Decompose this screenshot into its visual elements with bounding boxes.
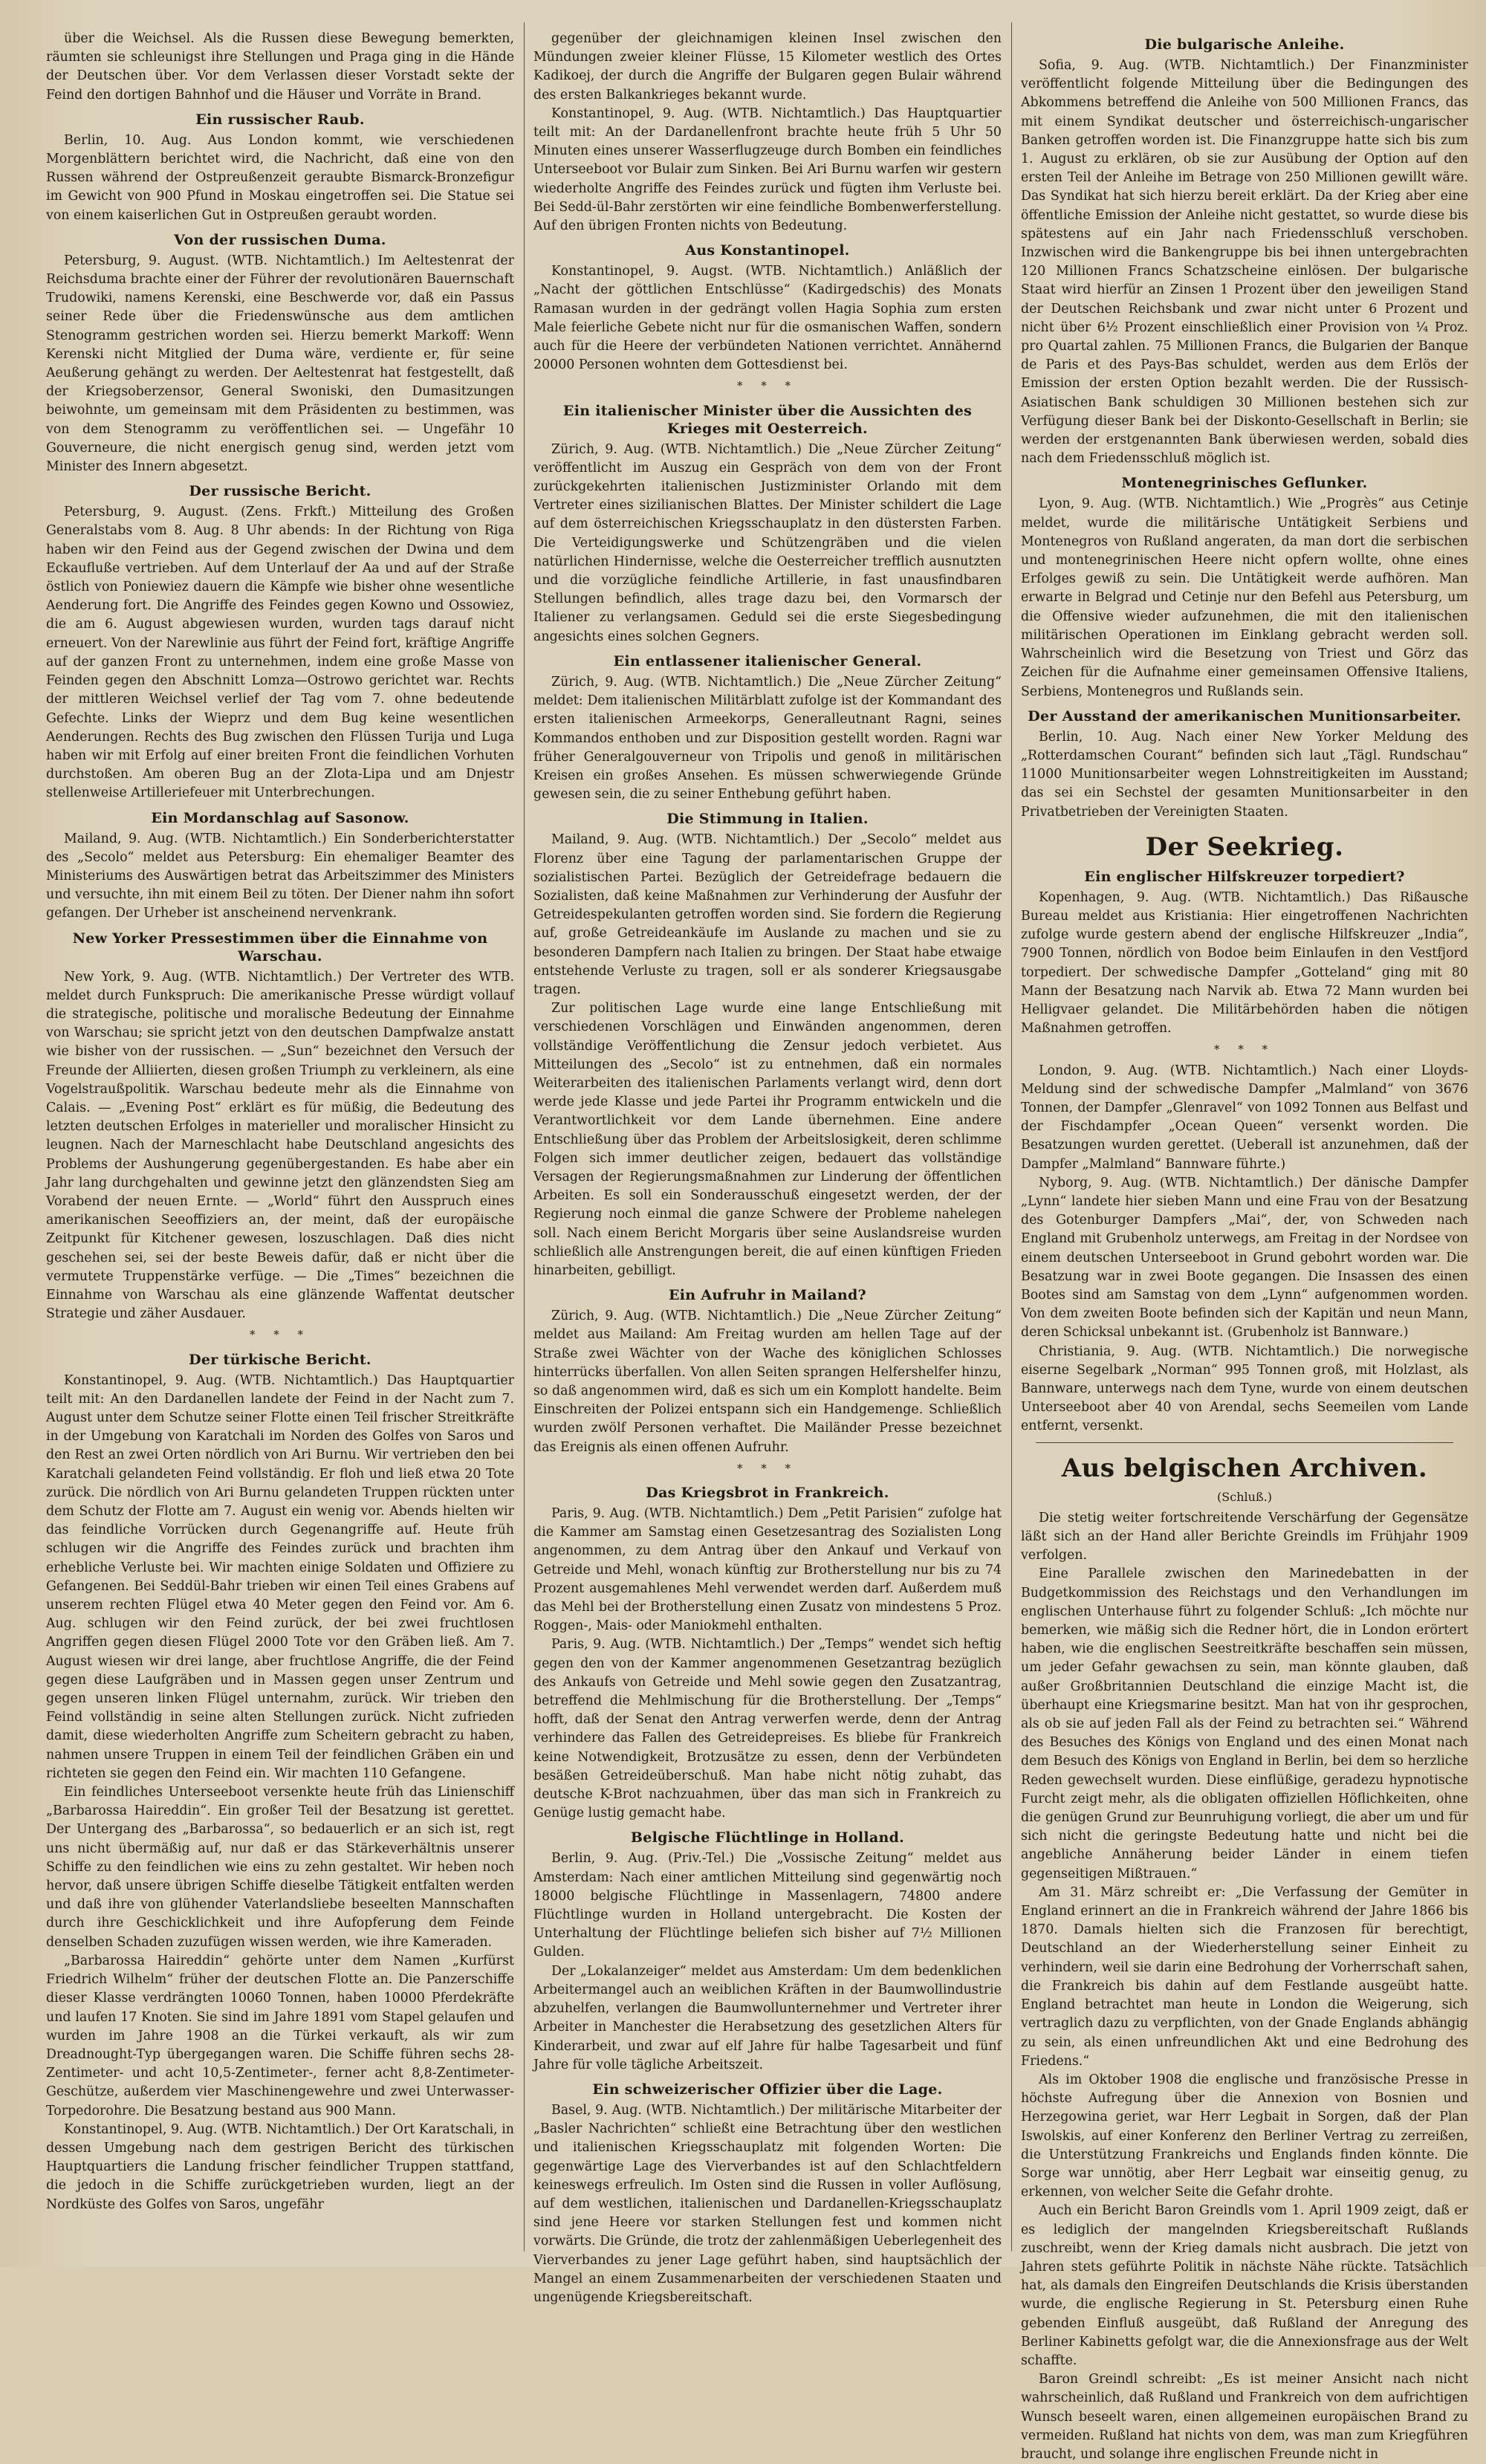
article-paragraph: Berlin, 9. Aug. (Priv.-Tel.) Die „Vossische Zeitung“ meldet aus Amsterdam: Nach einer amtlichen Mitteilung sind gegenwärtig noch 18000 belgische Flüchtlinge in Massenlagern, 74800 andere Flüchtlinge wurden in Holland untergebracht. Die Kosten der Unterhaltung der Flüchtlinge beliefen sich bisher auf 7½ Millionen Gulden. [533, 1851, 1002, 1960]
article-paragraph: Basel, 9. Aug. (WTB. Nichtamtlich.) Der militärische Mitarbeiter der „Basler Nachrichten“ schließt eine Betrachtung über den westlichen und italienischen Kriegsschauplatz mit folgenden Worten: Die gegenwärtige Lage des Vierverbandes ist auf den Schlachtfeldern keineswegs erfreulich. Im Osten sind die Russen in voller Auflösung, auf dem westlichen, italienischen und Dardanellen-Kriegsschauplatz sind jene Heere vor starken Stellungen fest und kommen nicht vorwärts. Die Gründe, die trotz der zahlenmäßigen Ueberlegenheit des Vierverbandes zu jener Lage geführt haben, sind hauptsächlich der Mangel an einem Zusammenarbeiten der verschiedenen Staaten und ungenügende Kriegsbereitschaft. [533, 2102, 1002, 2305]
section-divider [1036, 1442, 1453, 1443]
article-paragraph: Petersburg, 9. August. (WTB. Nichtamtlich.) Im Aeltestenrat der Reichsduma brachte einer der Führer der revolutionären Bauernschaft Trudowiki, namens Kerenski, eine Beschwerde vor, daß ein Passus seiner Rede über die Friedenswünsche aus dem amtlichen Stenogramm gestrichen worden sei. Hierzu bemerkt Markoff: Wenn Kerenski nicht Mitglied der Duma wäre, verdiente er, für seine Aeußerung gehängt zu werden. Der Aeltestenrat hat festgestellt, daß der Kriegsoberzensor, General Swoniski, den Dumasitzungen beiwohnte, um gemeinsam mit dem Präsidenten zu bestimmen, was von dem Stenogramm zu veröffentlichen sei. — Ungefähr 10 Gouverneure, die nicht energisch genug sind, werden jetzt vom Minister des Innern abgesetzt. [46, 253, 514, 475]
headline: Ein italienischer Minister über die Aussichten des Krieges mit Oesterreich. [562, 402, 973, 437]
article-paragraph: Zürich, 9. Aug. (WTB. Nichtamtlich.) Die „Neue Zürcher Zeitung“ meldet: Dem italienischen Militärblatt zufolge ist der Kommandant des ersten italienischen Armeekorps, Generalleutnant Ragni, seines Kommandos enthoben und zur Disposition gestellt worden. Ragni war früher Generalgouverneur von Tripolis und genoß in militärischen Kreisen ein großes Ansehen. Es müssen schwerwiegende Gründe gewesen sein, die zu seiner Enthebung geführt haben. [533, 674, 1002, 803]
headline: Belgische Flüchtlinge in Holland. [630, 1829, 905, 1847]
article-paragraph: Mailand, 9. Aug. (WTB. Nichtamtlich.) Der „Secolo“ meldet aus Florenz über eine Tagung der parlamentarischen Gruppe der sozialistischen Partei. Bezüglich der Getreidefrage bedauern die Sozialisten, daß keine Maßnahmen zur Verhinderung der Ausfuhr der Getreidespekulanten getroffen worden sind. Sie fordern die Regierung auf, große Getreideankäufe im Auslande zu machen und sie zu besonderen Dampfern nach Italien zu bringen. Der Staat habe etwaige entstehende Verluste zu tragen, soll er als sonderer Kriegsausgabe tragen. [533, 832, 1002, 997]
separator-stars: * * * [736, 379, 799, 393]
headline: Der russische Bericht. [189, 483, 372, 500]
headline: Ein englischer Hilfskreuzer torpediert? [1084, 868, 1405, 885]
article-paragraph: Die stetig weiter fortschreitende Verschärfung der Gegensätze läßt sich an der Hand aller Berichte Greindls im Frühjahr 1909 verfolgen. [1021, 1510, 1468, 1563]
column-rule-1 [524, 22, 525, 2251]
article-paragraph: Nyborg, 9. Aug. (WTB. Nichtamtlich.) Der dänische Dampfer „Lynn“ landete hier sieben Mann und eine Frau von der Besatzung des Gotenburger Dampfers „Mai“, der, von Schweden nach England mit Grubenholz unterwegs, am Freitag in der Nordsee von einem deutschen Unterseeboot in Grund gebohrt worden war. Die Besatzung war in zwei Boote gegangen. Die Insassen des einen Bootes sind am Samstag von dem „Lynn“ aufgenommen worden. Von dem zweiten Boote befinden sich der Kapitän und neun Mann, deren Schicksal unbekannt ist. (Grubenholz ist Bannware.) [1021, 1175, 1468, 1340]
headline: Ein russischer Raub. [195, 111, 365, 128]
headline: Von der russischen Duma. [174, 231, 386, 248]
article-paragraph: Eine Parallele zwischen den Marinedebatten in der Budgetkommission des Reichstags und den Verhandlungen im englischen Unterhause führt zu folgender Schluß: „Ich möchte nur bemerken, wie mäßig sich die Redner hört, die in London erörtert haben, wie die englischen Seestreitkräfte beschaffen sein müssen, um jeder Gefahr gewachsen zu sein, man könnte glauben, daß außer Großbritannien Deutschland die einzige Macht ist, die überhaupt eine Kriegsmarine besitzt. Man hat von ihr gesprochen, als ob sie auf jeden Fall als der Feind zu betrachten sei.“ Während des Besuches des Königs von England und des einen Monat nach dem Besuch des Königs von England in Berlin, bei dem so herzliche Reden gewechselt wurden. Diese einflüßige, geradezu hypnotische Furcht zeigt mehr, als die obligaten offiziellen Höflichkeiten, ohne die genügen Grund zur Beunruhigung vorliegt, die aber um und für sich nicht die geringste Bedeutung hatte und nicht bei die angebliche Annäherung beider Länder in einem tiefen gegenseitigen Mißtrauen.“ [1021, 1566, 1468, 1881]
headline: Montenegrinisches Geflunker. [1121, 475, 1368, 492]
subtitle: (Schluß.) [1217, 1489, 1272, 1504]
article-paragraph: Zürich, 9. Aug. (WTB. Nichtamtlich.) Die „Neue Zürcher Zeitung“ meldet aus Mailand: Am Freitag wurden am hellen Tage auf der Straße zwei Wächter von der Wache des königlichen Schlosses hinterrücks überfallen. Von allen Seiten sprangen Helfershelfer hinzu, so daß angenommen wird, daß es sich um ein Komplott handelte. Beim Einschreiten der Polizei entspann sich ein Handgemenge. Schließlich wurden zwölf Personen verhaftet. Die Mailänder Presse bezeichnet das Ereignis als einen offenen Aufruhr. [533, 1309, 1002, 1455]
article-paragraph: „Barbarossa Haireddin“ gehörte unter dem Namen „Kurfürst Friedrich Wilhelm“ früher der deutschen Flotte an. Die Panzerschiffe dieser Klasse verdrängten 10060 Tonnen, haben 10000 Pferdekräfte und laufen 17 Knoten. Sie sind im Jahre 1891 vom Stapel gelaufen und wurden im Jahre 1908 an die Türkei verkauft, als wir zum Dreadnought-Typ übergegangen waren. Die Schiffe führen sechs 28-Zentimeter- und acht 10,5-Zentimeter-, ferner acht 8,8-Zentimeter-Geschütze, außerdem vier Maschinengewehre und zwei Unterwasser-Torpedorohre. Die Besatzung bestand aus 900 Mann. [46, 1953, 514, 2118]
section-title: Aus belgischen Archiven. [1061, 1453, 1428, 1483]
article-paragraph: Paris, 9. Aug. (WTB. Nichtamtlich.) Der „Temps“ wendet sich heftig gegen den von der Kammer angenommenen Gesetzantrag bezüglich des Ankaufs von Getreide und Mehl sowie gegen den Zusatzantrag, betreffend die Mehlmischung für die Brotherstellung. Der „Temps“ hofft, daß der Senat den Antrag verwerfen werde, denn der Antrag verhindere das Fallen des Getreidepreises. Es bliebe für Frankreich keine Notwendigkeit, Brotzusätze zu essen, denn der Verbündeten besäßen Getreideüberschuß. Man habe nicht nötig zuhabt, das deutsche K-Brot nachzuahmen, über das man sich in Frankreich zu Genüge lustig gemacht habe. [533, 1637, 1002, 1821]
article-paragraph: Konstantinopel, 9. Aug. (WTB. Nichtamtlich.) Der Ort Karatschali, in dessen Umgebung nach dem gestrigen Bericht des türkischen Hauptquartiers die Landung frischer feindlicher Truppen stattfand, die jedoch in die Schiffe zurückgetrieben wurden, liegt an der Nordküste des Golfes von Saros, ungefähr [46, 2121, 514, 2212]
article-paragraph: Baron Greindl schreibt: „Es ist meiner Ansicht nach nicht wahrscheinlich, daß Rußland und Frankreich von dem aufrichtigen Wunsch beseelt waren, einen allgemeinen europäischen Brand zu vermeiden. Rußland hat nichts von dem, was man zum Kriegführen braucht, und solange ihre englischen Freunde nicht in [1021, 2372, 1468, 2462]
article-paragraph: Zürich, 9. Aug. (WTB. Nichtamtlich.) Die „Neue Zürcher Zeitung“ veröffentlicht im Auszug ein Gespräch von dem von der Front zurückgekehrten italienischen Justizminister Orlando mit dem Vertreter eines sizilianischen Blattes. Der Minister schildert die Lage auf dem österreichischen Kriegsschauplatz in den düstersten Farben. Die Verteidigungswerke und Schützengräben und die vielen natürlichen Hindernisse, welche die Oesterreicher trefflich ausnutzten und die vorzügliche feindliche Artillerie, in fast unausfindbaren Stellungen befindlich, alles trage dazu bei, den Vormarsch der Italiener zu verlangsamen. Geduld sei die erste Siegesbedingung angesichts eines solchen Gegners. [533, 441, 1002, 644]
article-paragraph: Konstantinopel, 9. Augst. (WTB. Nichtamtlich.) Anläßlich der „Nacht der göttlichen Entschlüsse“ (Kadirgedschis) des Monats Ramasan wurden in der gedrängt vollen Hagia Sophia zum ersten Male feierliche Gebete nicht nur für die osmanischen Waffen, sondern auch für die Heere der verbündeten Nationen verrichtet. Annähernd 20000 Personen wohnten dem Gottesdienst bei. [533, 264, 1002, 373]
article-paragraph: Als im Oktober 1908 die englische und französische Presse in höchste Aufregung über die Annexion von Bosnien und Herzegowina geriet, war Herr Legbait in Sorgen, daß der Plan Iswolskis, auf einer Konferenz den Berliner Vertrag zu zerreißen, die Unterstützung Frankreichs und Englands finden könnte. Die Sorge war unnötig, aber Herr Legbait war einseitig genug, zu erkennen, von welcher Seite die Gefahr drohte. [1021, 2072, 1468, 2200]
headline: Ein schweizerischer Offizier über die Lage. [592, 2081, 943, 2098]
article-paragraph: London, 9. Aug. (WTB. Nichtamtlich.) Nach einer Lloyds-Meldung sind der schwedische Dampfer „Malmland“ von 3676 Tonnen, der Dampfer „Glenravel“ von 1092 Tonnen aus Belfast und der Fischdampfer „Ocean Queen“ versenkt worden. Die Besatzungen wurden gerettet. (Ueberall ist anzunehmen, daß der Dampfer „Malmland“ Bannware führte.) [1021, 1063, 1468, 1172]
column-1 [46, 30, 514, 2251]
article-paragraph: Auch ein Bericht Baron Greindls vom 1. April 1909 zeigt, daß er es lediglich der mangelnden Kriegsbereitschaft Rußlands zuschreibt, wenn der Krieg damals nicht ausbrach. Die jetzt von Jahren stets geführte Politik in nächste Nähe rückte. Tatsächlich hat, als damals den Eingreifen Deutschlands die Krisis überstanden wurde, die englische Regierung in St. Petersburg einen Ruhe gebenden Einfluß ausgeübt, daß Rußland der Anregung des Berliner Kabinetts gefolgt war, die die Annexionsfrage aus der Welt schaffte. [1021, 2203, 1468, 2368]
headline: Das Kriegsbrot in Frankreich. [646, 1485, 889, 1502]
article-paragraph: Zur politischen Lage wurde eine lange Entschließung mit verschiedenen Vorschlägen und Einwänden angenommen, deren vollständige Veröffentlichung die Zensur jedoch verbietet. Aus Mitteilungen des „Secolo“ ist zu entnehmen, daß ein normales Weiterarbeiten des italienischen Parlaments verlangt wird, denn dort werde jede Klasse und jede Partei ihr Programm entwickeln und die Verantwortlichkeit vor dem Lande übernehmen. Eine andere Entschließung über das Problem der Arbeitslosigkeit, deren schlimme Folgen sich immer deutlicher zeigen, bedauert das vollständige Versagen der Regierungsmaßnahmen zur Linderung der öffentlichen Arbeiten. Es soll ein Sonderausschuß eingesetzt werden, der der Regierung noch einmal die ganze Schwere der Probleme nahelegen soll. Nach einem Bericht Morgaris über seine Auslandsreise wurden schließlich alle Anstrengungen bereit, die auf einen künftigen Frieden hinarbeiten, gebilligt. [533, 1001, 1002, 1278]
headline: Die bulgarische Anleihe. [1144, 36, 1345, 53]
article-paragraph: Berlin, 10. Aug. Nach einer New Yorker Meldung des „Rotterdamschen Courant“ befinden sich laut „Tägl. Rundschau“ 11000 Munitionsarbeiter wegen Lohnstreitigkeiten im Ausstand; das sei ein Sechstel der gesamten Munitionsarbeiter in den Privatbetrieben der Vereinigten Staaten. [1021, 729, 1468, 820]
article-paragraph: Mailand, 9. Aug. (WTB. Nichtamtlich.) Ein Sonderberichterstatter des „Secolo“ meldet aus Petersburg: Ein ehemaliger Beamter des Ministeriums des Auswärtigen betrat das Arbeitszimmer des Ministers und versuchte, ihn mit einem Beil zu töten. Der Diener nahm ihn sofort gefangen. Der Urheber ist anscheinend nervenkrank. [46, 831, 515, 921]
article-paragraph: über die Weichsel. Als die Russen diese Bewegung bemerkten, räumten sie schleunigst ihre Stellungen und Praga ging in die Hände der Deutschen über. Vor dem Verlassen dieser Vorstadt sekte der Feind den dortigen Bahnhof und die Häuser und Vorräte in Brand. [46, 31, 514, 103]
article-paragraph: Paris, 9. Aug. (WTB. Nichtamtlich.) Dem „Petit Parisien“ zufolge hat die Kammer am Samstag einen Gesetzesantrag des Sozialisten Long angenommen, zu dem Antrag über den Ankauf und Verkauf von Getreide und Mehl, wonach künftig zur Brotherstellung nur bis zu 74 Prozent ausgemahlenes Mehl verwendet werden darf. Außerdem muß das Mehl bei der Brotherstellung einen Zusatz von mindestens 5 Proz. Roggen-, Mais- oder Maniokmehl enthalten. [533, 1506, 1002, 1634]
section-title: Der Seekrieg. [1145, 831, 1344, 862]
article-paragraph: Kopenhagen, 9. Aug. (WTB. Nichtamtlich.) Das Rißausche Bureau meldet aus Kristiania: Hier eingetroffenen Nachrichten zufolge wurde gestern abend der englische Hilfskreuzer „India“, 7900 Tonnen, nördlich von Bodoe beim Einlaufen in den Vestfjord torpediert. Der schwedische Dampfer „Gotteland“ ging mit 80 Mann der Besatzung nach Narvik ab. Etwa 72 Mann wurden bei Helligvaer gelandet. Die Militärbehörden haben die nötigen Maßnahmen getroffen. [1021, 889, 1468, 1037]
article-paragraph: gegenüber der gleichnamigen kleinen Insel zwischen den Mündungen zweier kleiner Flüsse, 15 Kilometer westlich des Ortes Kadikoej, der durch die Angriffe der Bulgaren gegen Bulair während des ersten Balkankrieges bekannt wurde. [533, 31, 1002, 103]
headline: Ein entlassener italienischer General. [613, 652, 922, 670]
headline: Der türkische Bericht. [189, 1351, 372, 1368]
headline: Ein Aufruhr in Mailand? [669, 1287, 866, 1304]
separator-stars: * * * [736, 1461, 799, 1475]
article-paragraph: New York, 9. Aug. (WTB. Nichtamtlich.) Der Vertreter des WTB. meldet durch Funkspruch: Die amerikanische Presse würdigt vollauf die strategische, politische und moralische Bedeutung der Einnahme von Warschau; sie spricht jetzt von den deutschen Dampfwalze anstatt wie bisher von der russischen. — „Sun“ bezeichnet den Versuch der Freunde der Alliierten, diesen großen Triumph zu verkleinern, als eine Vogelstraußpolitik. Warschau bedeute mehr als die Einnahme von Calais. — „Evening Post“ erklärt es für müßig, die Bedeutung des letzten deutschen Erfolges in materieller und moralischer Hinsicht zu leugnen. Nach der Marneschlacht habe Deutschland angesichts des Problems der Aushungerung gegenübergestanden. Es habe aber ein Jahr lang durchgehalten und gewinne jetzt den glänzendsten Sieg am Vorabend der neuen Ernte. — „World“ führt den Ausspruch eines amerikanischen Seeoffiziers an, der meint, daß der europäische Zeitpunkt für Kitchener gewesen, loszuschlagen. Daß dies nicht geschehen sei, sei der beste Beweis dafür, daß er nicht über die vermutete Truppenstärke verfüge. — Die „Times“ bezeichnen die Einnahme von Warschau als eine glänzende Waffentat deutscher Strategie und zäher Ausdauer. [46, 969, 514, 1322]
headline: Aus Konstantinopel. [685, 242, 850, 259]
headline: Ein Mordanschlag auf Sasonow. [151, 809, 409, 826]
headline: New Yorker Pressestimmen über die Einnahme von Warschau. [72, 930, 488, 964]
article-paragraph: Sofia, 9. Aug. (WTB. Nichtamtlich.) Der Finanzminister veröffentlicht folgende Mitteilung über die Bedingungen des Abkommens betreffend die Anleihe von 500 Millionen Francs, das mit einem Syndikat deutscher und österreichisch-ungarischer Banken getroffen worden ist. Die Finanzgruppe hatte sich bis zum 1. August zu erklären, ob sie zur Ausübung der Option auf den ersten Teil der Anleihe im Betrage von 250 Millionen gewillt wäre. Das Syndikat hat sich hierzu bereit erklärt. Da der Krieg aber eine öffentliche Emission der Anleihe nicht gestattet, so wurde diese bis spätestens auf ein Jahr nach Friedensschluß verschoben. Inzwischen wird die Bankengruppe bis bei ihnen untergebrachten 120 Millionen Francs Schatzscheine einlösen. Der bulgarische Staat wird hierfür an Zinsen 1 Prozent über den jeweiligen Stand der Deutschen Reichsbank und zwar nicht unter 6 Prozent und nicht über 6½ Prozent einschließlich einer Provision von ¼ Proz. pro Quartal zahlen. 75 Millionen Francs, die Bulgarien der Banque de Paris et des Pays-Bas schuldet, werden aus dem Erlös der Emission der ersten Option bezahlt werden. Die der Russisch-Asiatischen Bank schuldigen 30 Millionen bestehen sich zur Verfügung dieser Bank bei der Diskonto-Gesellschaft in Berlin; sie werden der erstgenannten Bank überwiesen werden, sobald dies nach dem Friedensschluß möglich ist. [1021, 58, 1468, 467]
column-3 [1021, 30, 1468, 2462]
article-paragraph: Konstantinopel, 9. Aug. (WTB. Nichtamtlich.) Das Hauptquartier teilt mit: An den Dardanellen landete der Feind in der Nacht zum 7. August unter dem Schutze seiner Flotte einen Teil frischer Streitkräfte in der Umgebung von Karatchali im Norden des Golfes von Saros und den Rest an zwei Orten nördlich von Ari Burnu. Wir vertrieben den bei Karatchali gelandeten Feind vollständig. Er floh und ließ etwa 20 Tote zurück. Die nördlich von Ari Burnu gelandeten Truppen rückten unter dem Schutz der Flotte am 7. August ein wenig vor. Abends hielten wir das feindliche Vorrücken durch Gegenangriffe auf. Heute früh schlugen wir die Angriffe des Feindes zurück und brachten ihm erhebliche Verluste bei. Wir machten einige Soldaten und Offiziere zu Gefangenen. Bei Seddül-Bahr trieben wir einen Teil eines Grabens auf unserem rechten Flügel etwa 40 Meter gegen den Feind vor. Am 6. Aug. schlugen wir den Feind zurück, der bei zwei fruchtlosen Angriffen gegen diesen Flügel 2000 Tote vor den Gräben ließ. Am 7. August wiesen wir drei lange, aber fruchtlose Angriffe, die der Feind gegen diese Laufgräben und in Massen gegen unser Zentrum und gegen unseren linken Flügel unternahm, zurück. Wir trieben den Feind vollständig in seine alten Stellungen zurück. Nicht zufrieden damit, diese wiederholten Angriffe zum Scheitern gebracht zu haben, nahmen unsere Truppen in einem Teil der feindlichen Gräben ein und richteten sie gegen den Feind ein. Wir machten 110 Gefangene. [46, 1372, 514, 1781]
headline: Der Ausstand der amerikanischen Munitionsarbeiter. [1028, 707, 1461, 724]
article-paragraph: Petersburg, 9. August. (Zens. Frkft.) Mitteilung des Großen Generalstabs vom 8. Aug. 8 Uhr abends: In der Richtung von Riga haben wir den Feind aus der Gegend zwischen der Dwina und dem Eckaufluße vertrieben. Auf dem Unterlauf der Aa und auf der Straße östlich von Poniewiez dauern die Kämpfe wie bisher ohne wesentliche Aenderung fort. Die Angriffe des Feindes gegen Kowno und Ossowiez, die am 6. August abgewiesen wurden, wurden tags darauf nicht erneuert. Von der Narewlinie aus führt der Feind fort, kräftige Angriffe auf der ganzen Front zu unternehmen, indem eine große Masse von Feinden gegen den Abschnitt Lomza—Ostrowo gerichtet war. Rechts der mittleren Weichsel verlief der Tag vom 7. ohne bedeutende Gefechte. Links der Wieprz und dem Bug keine wesentlichen Aenderungen. Rechts des Bug zwischen den Flüssen Turija und Luga haben wir mit Erfolg auf einer breiten Front die feindlichen Vorhuten durchstoßen. Am oberen Bug an der Zlota-Lipa und am Dnjestr stellenweise Artilleriefeuer mit Unterbrechungen. [46, 505, 514, 801]
separator-stars: * * * [1213, 1043, 1276, 1057]
article-paragraph: Konstantinopel, 9. Aug. (WTB. Nichtamtlich.) Das Hauptquartier teilt mit: An der Dardanellenfront brachte heute früh 5 Uhr 50 Minuten eines unserer Wasserflugzeuge durch Bomben ein feindliches Unterseeboot vor Bulair zum Sinken. Bei Ari Burnu warfen wir gestern wiederholte Angriffe des Feindes zurück und fügten ihm Verluste bei. Bei Sedd-ül-Bahr zerstörten wir eine feindliche Bombenwerferstellung. Auf den übrigen Fronten nichts von Bedeutung. [533, 106, 1002, 234]
article-paragraph: Ein feindliches Unterseeboot versenkte heute früh das Linienschiff „Barbarossa Haireddin“. Ein großer Teil der Besatzung ist gerettet. Der Untergang des „Barbarossa“, so bedauerlich er an sich ist, regt uns nicht übermäßig auf, nur daß er das Stärkeverhältnis unserer Schiffe zu den feindlichen wie eins zu zehn gestaltet. Wir heben noch hervor, daß unsere übrigen Schiffe dieselbe Tätigkeit entfalten werden und daß ihre von glühender Vaterlandsliebe beseelten Mannschaften durch ihre Geschicklichkeit und ihre Aufopferung dem Feinde denselben Schaden zuzufügen wissen werden, wie ihre Kameraden. [46, 1785, 514, 1950]
article-paragraph: Christiania, 9. Aug. (WTB. Nichtamtlich.) Die norwegische eiserne Segelbark „Norman“ 995 Tonnen groß, mit Holzlast, als Bannware, unterwegs nach dem Tyne, wurde von einem deutschen Unterseeboot aber 40 von Arendal, sechs Seemeilen vom Lande entfernt, versenkt. [1021, 1343, 1468, 1434]
article-paragraph: Lyon, 9. Aug. (WTB. Nichtamtlich.) Wie „Progrès“ aus Cetinje meldet, wurde die militärische Untätigkeit Serbiens und Montenegros von Rußland angeraten, da man dort die serbischen und montenegrinischen Heere nicht opfern wollte, ohne eines Erfolges gewiß zu sein. Die Untätigkeit werde aufhören. Man erwarte in Belgrad und Cetinje nur den Befehl aus Petersburg, um die Offensive wieder aufzunehmen, die mit den italienischen militärischen Operationen im Einklang gebracht werden soll. Wahrscheinlich wird die Besetzung von Triest und Görz das Zeichen für die Aufnahme einer gemeinsamen Offensive Italiens, Serbiens, Montenegros und Rußlands sein. [1021, 496, 1468, 699]
article-paragraph: Berlin, 10. Aug. Aus London kommt, wie verschiedenen Morgenblättern berichtet wird, die Nachricht, daß eine von den Russen während der Ostpreußenzeit geraubte Bismarck-Bronzefigur im Gewicht von 900 Pfund in Moskau eingetroffen sei. Die Statue sei von einem kaiserlichen Gut in Ostpreußen geraubt worden. [46, 132, 514, 223]
headline: Die Stimmung in Italien. [666, 811, 869, 828]
column-rule-2 [1011, 22, 1012, 2251]
article-paragraph: Der „Lokalanzeiger“ meldet aus Amsterdam: Um dem bedenklichen Arbeitermangel auch an weiblichen Kräften in der Baumwollindustrie abzuhelfen, verlangen die Baumwollunternehmer und Vertreter ihrer Arbeiter in Manchester die Herabsetzung des gesetzlichen Alters für Kinderarbeit, und zwar auf elf Jahre für halbe Tagesarbeit und fünf Jahre für volle tägliche Arbeitszeit. [533, 1963, 1002, 2072]
column-2 [533, 30, 1002, 2305]
separator-stars: * * * [249, 1328, 311, 1342]
article-paragraph: Am 31. März schreibt er: „Die Verfassung der Gemüter in England erinnert an die in Frankreich während der Jahre 1866 bis 1870. Damals hielten sich die Franzosen für berechtigt, Deutschland an der Wiederherstellung seiner Einheit zu verhindern, weil sie darin eine Bedrohung der Vorherrschaft sahen, die Frankreich bis dahin auf dem Festlande ausgeübt hatte. England betrachtet man heute in London die Weigerung, sich vertraglich dazu zu verpflichten, von der Gnade Englands abhängig zu sein, als einen unfreundlichen Akt und eine Bedrohung des Friedens.“ [1021, 1884, 1468, 2069]
